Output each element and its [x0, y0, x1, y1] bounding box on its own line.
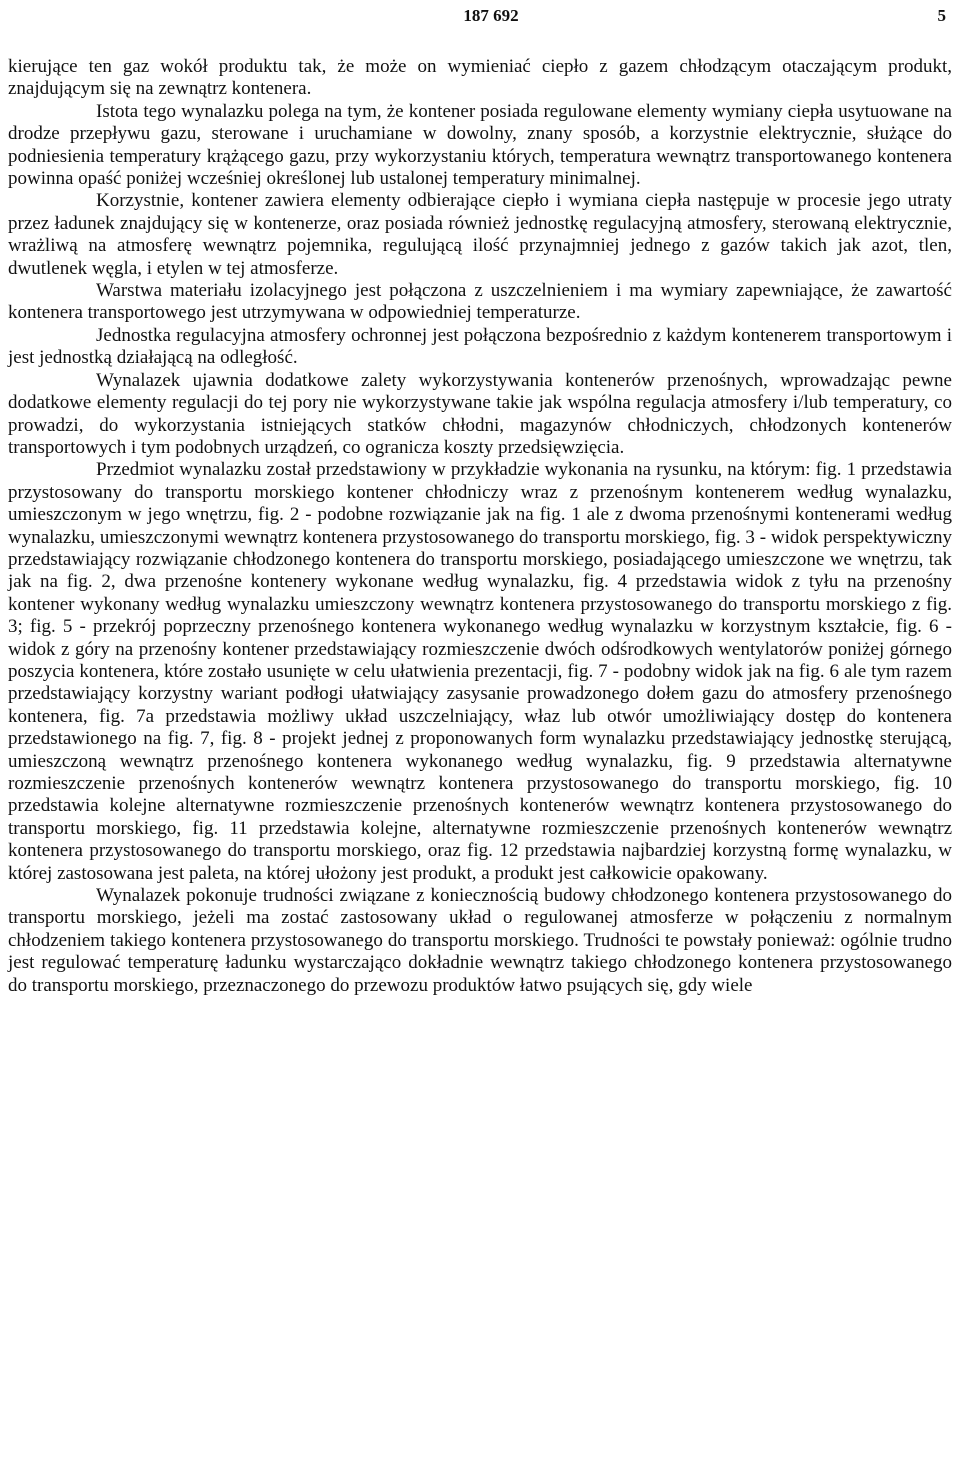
paragraph-heat-exchange: Korzystnie, kontener zawiera elementy odbierające ciepło i wymiana ciepła następuje w procesie jego utraty przez ładunek znajdujący się w kontenerze, oraz posiada również jednostkę regulacyjną atmosfery, sterowaną elektrycznie, wrażliwą na atmosferę wewnątrz pojemnika, regulującą ilość przynajmniej jednego z gazów takich jak azot, tlen, dwutlenek węgla, i etylen w tej atmosferze.: [8, 190, 952, 279]
running-header: [8, 0, 952, 32]
paragraph-insulation: Warstwa materiału izolacyjnego jest połączona z uszczelnieniem i ma wymiary zapewniające, że zawartość kontenera transportowego jest utrzymywana w odpowiedniej temperaturze.: [8, 280, 952, 324]
paragraph-advantages: Wynalazek ujawnia dodatkowe zalety wykorzystywania kontenerów przenośnych, wprowadzając pewne dodatkowe elementy regulacji do tej pory nie wykorzystywane takie jak wspólna regulacja atmosfery i/lub temperatury, co prowadzi, do wykorzystania istniejących statków chłodni, magazynów chłodniczych, chłodzonych kontenerów transportowych i tym podobnych urządzeń, co ogranicza koszty przedsięwzięcia.: [8, 369, 952, 458]
paragraph-essence: Istota tego wynalazku polega na tym, że kontener posiada regulowane elementy wymiany ciepła usytuowane na drodze przepływu gazu, sterowane i uruchamiane w dowolny, znany sposób, a korzystnie elektrycznie, służące do podniesienia temperatury krążącego gazu, przy wykorzystaniu których, temperatura wewnątrz transportowanego kontenera powinna opaść poniżej wcześniej określonej lub ustalonej temperatury minimalnej.: [8, 100, 952, 190]
document-body: [8, 56, 952, 997]
paragraph-figures: Przedmiot wynalazku został przedstawiony w przykładzie wykonania na rysunku, na którym: fig. 1 przedstawia przystosowany do transportu morskiego kontener chłodniczy wraz z przenośnym kontenerem według wynalazku, umieszczonym w jego wnętrzu, fig. 2 - podobne rozwiązanie jak na fig. 1 ale z dwoma przenośnymi kontenerami według wynalazku, umieszczonymi wewnątrz kontenera przystosowanego do transportu morskiego, fig. 3 - widok perspektywiczny przedstawiający rozwiązanie chłodzonego kontenera do transportu morskiego, posiadającego umieszczone we wnętrzu, tak jak na fig. 2, dwa przenośne kontenery wykonane według wynalazku, fig. 4 przedstawia widok z tyłu na przenośny kontener wykonany według wynalazku umieszczony wewnątrz kontenera przystosowanego do transportu morskiego z fig. 3; fig. 5 - przekrój poprzeczny przenośnego kontenera wykonanego według wynalazku w korzystnym kształcie, fig. 6 -widok z góry na przenośny kontener przedstawiający rozmieszczenie dwóch odśrodkowych wentylatorów poniżej górnego poszycia kontenera, które zostało usunięte w celu ułatwienia prezentacji, fig. 7 - podobny widok jak na fig. 6 ale tym razem przedstawiający korzystny wariant podłogi ułatwiający zasysanie prowadzonego dołem gazu do atmosfery przenośnego kontenera, fig. 7a przedstawia możliwy układ uszczelniający, właz lub otwór umożliwiający dostęp do kontenera przedstawionego na fig. 7, fig. 8 - projekt jednej z proponowanych form wynalazku przedstawiający jednostkę sterującą, umieszczoną wewnątrz przenośnego kontenera wykonanego według wynalazku, fig. 9 przedstawia alternatywne rozmieszczenie przenośnych kontenerów wewnątrz kontenera przystosowanego do transportu morskiego, fig. 10 przedstawia kolejne alternatywne rozmieszczenie przenośnych kontenerów wewnątrz kontenera przystosowanego do transportu morskiego, fig. 11 przedstawia kolejne, alternatywne rozmieszczenie przenośnych kontenerów wewnątrz kontenera przystosowanego do transportu morskiego, oraz fig. 12 przedstawia najbardziej korzystną formę wynalazku, w której zastosowana jest paleta, na której ułożony jest produkt, a produkt jest całkowicie opakowany.: [8, 459, 952, 884]
patent-number: 187 692: [463, 6, 519, 25]
paragraph-atmosphere-unit: Jednostka regulacyjna atmosfery ochronnej jest połączona bezpośrednio z każdym kontenerem transportowym i jest jednostką działającą na odległość.: [8, 324, 952, 369]
paragraph-continued: kierujące ten gaz wokół produktu tak, że może on wymieniać ciepło z gazem chłodzącym otaczającym produkt, znajdującym się na zewnątrz kontenera.: [8, 56, 952, 100]
paragraph-difficulties: Wynalazek pokonuje trudności związane z koniecznością budowy chłodzonego kontenera przystosowanego do transportu morskiego, jeżeli ma zostać zastosowany układ o regulowanej atmosferze w połączeniu z normalnym chłodzeniem takiego kontenera przystosowanego do transportu morskiego. Trudności te powstały ponieważ: ogólnie trudno jest regulować temperaturę ładunku wystarczająco dokładnie wewnątrz takiego chłodzonego kontenera przystosowanego do transportu morskiego, przeznaczonego do przewozu produktów łatwo psujących się, gdy wiele: [8, 885, 952, 996]
page-number: 5: [937, 6, 946, 25]
